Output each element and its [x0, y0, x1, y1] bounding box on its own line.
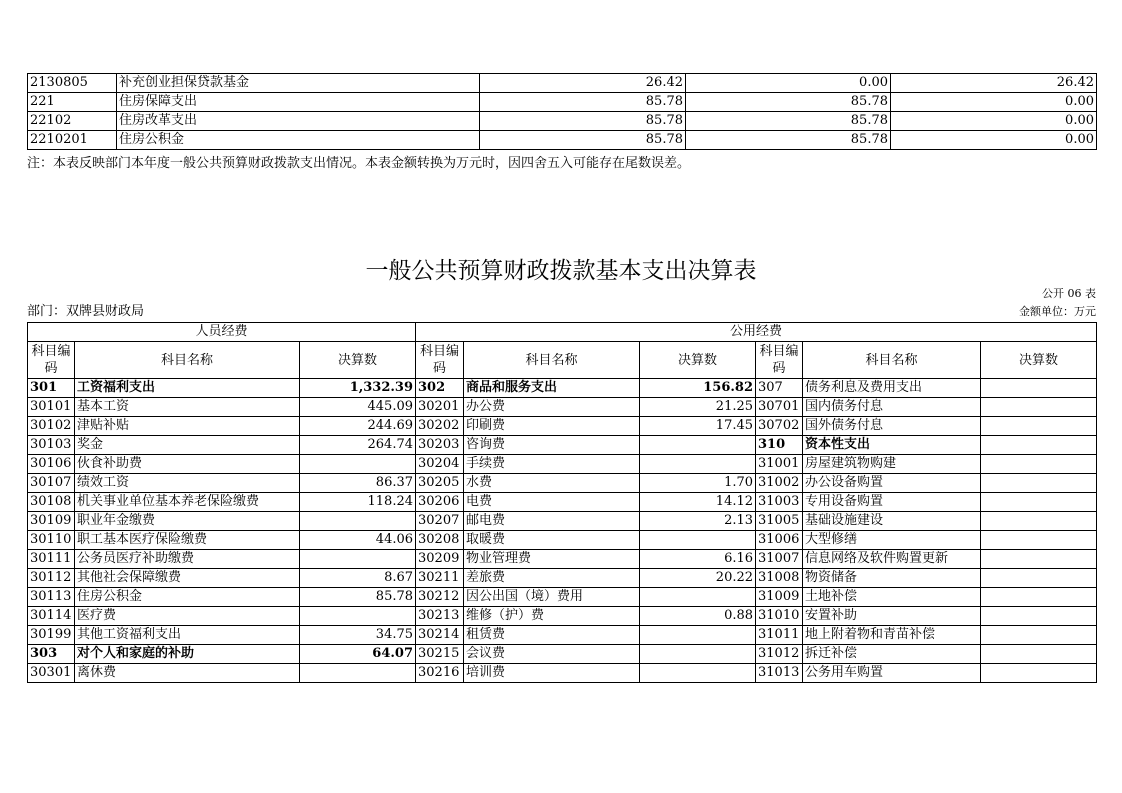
amount-cell [981, 588, 1097, 607]
project-cell: 0.00 [891, 131, 1097, 150]
code-cell: 30199 [28, 626, 75, 645]
amount-cell: 1.70 [640, 474, 756, 493]
table-row [28, 436, 1097, 455]
header-name: 科目名称 [75, 342, 300, 379]
table-row [28, 112, 1097, 131]
code-cell: 221 [28, 93, 117, 112]
name-cell: 安置补助 [803, 607, 981, 626]
table-row [28, 588, 1097, 607]
name-cell: 其他社会保障缴费 [75, 569, 300, 588]
table-row [28, 531, 1097, 550]
project-cell: 0.00 [891, 112, 1097, 131]
code-cell: 30110 [28, 531, 75, 550]
name-cell: 其他工资福利支出 [75, 626, 300, 645]
table-row [28, 626, 1097, 645]
code-cell: 2210201 [28, 131, 117, 150]
name-cell: 基本工资 [75, 398, 300, 417]
name-cell: 咨询费 [464, 436, 640, 455]
amount-cell: 14.12 [640, 493, 756, 512]
code-cell: 30108 [28, 493, 75, 512]
amount-cell [640, 626, 756, 645]
header-name: 科目名称 [464, 342, 640, 379]
code-cell: 30206 [416, 493, 464, 512]
amount-cell [981, 455, 1097, 474]
project-cell: 0.00 [891, 93, 1097, 112]
amount-cell: 445.09 [300, 398, 416, 417]
code-cell: 30204 [416, 455, 464, 474]
amount-cell [300, 455, 416, 474]
amount-cell [981, 550, 1097, 569]
amount-cell [981, 493, 1097, 512]
top-expenditure-table [27, 73, 1097, 150]
name-cell: 信息网络及软件购置更新 [803, 550, 981, 569]
name-cell: 租赁费 [464, 626, 640, 645]
name-cell: 资本性支出 [803, 436, 981, 455]
amount-cell [300, 550, 416, 569]
code-cell: 22102 [28, 112, 117, 131]
total-cell: 85.78 [480, 131, 686, 150]
name-cell: 物资储备 [803, 569, 981, 588]
name-cell: 公务员医疗补助缴费 [75, 550, 300, 569]
name-cell: 伙食补助费 [75, 455, 300, 474]
amount-cell: 156.82 [640, 379, 756, 398]
code-cell: 31002 [756, 474, 803, 493]
amount-cell [300, 607, 416, 626]
name-cell: 医疗费 [75, 607, 300, 626]
code-cell: 31010 [756, 607, 803, 626]
name-cell: 差旅费 [464, 569, 640, 588]
code-cell: 30107 [28, 474, 75, 493]
name-cell: 专用设备购置 [803, 493, 981, 512]
amount-cell: 44.06 [300, 531, 416, 550]
amount-cell [300, 512, 416, 531]
header-code: 科目编码 [416, 342, 464, 379]
table-row [28, 512, 1097, 531]
name-cell: 国外债务付息 [803, 417, 981, 436]
table-row [28, 379, 1097, 398]
amount-cell [640, 645, 756, 664]
code-cell: 30103 [28, 436, 75, 455]
code-cell: 310 [756, 436, 803, 455]
name-cell: 维修（护）费 [464, 607, 640, 626]
name-cell: 债务利息及费用支出 [803, 379, 981, 398]
code-cell: 30215 [416, 645, 464, 664]
name-cell: 国内债务付息 [803, 398, 981, 417]
header-public: 公用经费 [416, 323, 1097, 342]
code-cell: 31001 [756, 455, 803, 474]
code-cell: 30702 [756, 417, 803, 436]
table-row [28, 474, 1097, 493]
code-cell: 31012 [756, 645, 803, 664]
name-cell: 住房公积金 [75, 588, 300, 607]
code-cell: 30207 [416, 512, 464, 531]
code-cell: 303 [28, 645, 75, 664]
table-row [28, 398, 1097, 417]
code-cell: 30112 [28, 569, 75, 588]
amount-cell [981, 569, 1097, 588]
name-cell: 职工基本医疗保险缴费 [75, 531, 300, 550]
name-cell: 职业年金缴费 [75, 512, 300, 531]
code-cell: 307 [756, 379, 803, 398]
name-cell: 培训费 [464, 664, 640, 683]
name-cell: 绩效工资 [75, 474, 300, 493]
name-cell: 土地补偿 [803, 588, 981, 607]
table-row [28, 607, 1097, 626]
amount-cell [640, 531, 756, 550]
code-cell: 30212 [416, 588, 464, 607]
amount-cell [981, 645, 1097, 664]
name-cell: 拆迁补偿 [803, 645, 981, 664]
table-row [28, 493, 1097, 512]
code-cell: 31013 [756, 664, 803, 683]
code-cell: 30111 [28, 550, 75, 569]
total-cell: 26.42 [480, 74, 686, 93]
basic-cell: 85.78 [686, 112, 891, 131]
name-cell: 津贴补贴 [75, 417, 300, 436]
amount-cell [981, 531, 1097, 550]
code-cell: 302 [416, 379, 464, 398]
name-cell: 机关事业单位基本养老保险缴费 [75, 493, 300, 512]
code-cell: 30113 [28, 588, 75, 607]
name-cell: 住房改革支出 [117, 112, 480, 131]
name-cell: 对个人和家庭的补助 [75, 645, 300, 664]
code-cell: 31003 [756, 493, 803, 512]
name-cell: 因公出国（境）费用 [464, 588, 640, 607]
amount-cell: 8.67 [300, 569, 416, 588]
amount-cell [981, 379, 1097, 398]
total-cell: 85.78 [480, 93, 686, 112]
code-cell: 31011 [756, 626, 803, 645]
amount-cell [981, 398, 1097, 417]
amount-cell: 86.37 [300, 474, 416, 493]
code-cell: 30203 [416, 436, 464, 455]
amount-cell: 6.16 [640, 550, 756, 569]
amount-cell: 34.75 [300, 626, 416, 645]
name-cell: 离休费 [75, 664, 300, 683]
table-row [28, 664, 1097, 683]
code-cell: 31008 [756, 569, 803, 588]
code-cell: 30209 [416, 550, 464, 569]
name-cell: 印刷费 [464, 417, 640, 436]
report-number: 公开 06 表 [1042, 287, 1096, 300]
code-cell: 30109 [28, 512, 75, 531]
amount-cell [981, 664, 1097, 683]
name-cell: 补充创业担保贷款基金 [117, 74, 480, 93]
name-cell: 会议费 [464, 645, 640, 664]
amount-cell: 17.45 [640, 417, 756, 436]
amount-cell: 264.74 [300, 436, 416, 455]
code-cell: 30102 [28, 417, 75, 436]
name-cell: 奖金 [75, 436, 300, 455]
amount-cell [981, 512, 1097, 531]
code-cell: 30201 [416, 398, 464, 417]
amount-cell: 1,332.39 [300, 379, 416, 398]
name-cell: 住房保障支出 [117, 93, 480, 112]
name-cell: 电费 [464, 493, 640, 512]
header-personnel: 人员经费 [28, 323, 416, 342]
amount-cell [640, 588, 756, 607]
name-cell: 工资福利支出 [75, 379, 300, 398]
table-row [28, 74, 1097, 93]
basic-expenditure-table [27, 322, 1097, 683]
basic-cell: 85.78 [686, 93, 891, 112]
amount-cell: 21.25 [640, 398, 756, 417]
header-code: 科目编码 [756, 342, 803, 379]
amount-cell [640, 436, 756, 455]
amount-unit-label: 金额单位：万元 [1019, 305, 1096, 318]
table-row [28, 455, 1097, 474]
table-row [28, 131, 1097, 150]
code-cell: 31009 [756, 588, 803, 607]
name-cell: 水费 [464, 474, 640, 493]
code-cell: 30701 [756, 398, 803, 417]
header-amount: 决算数 [981, 342, 1097, 379]
name-cell: 住房公积金 [117, 131, 480, 150]
code-cell: 30114 [28, 607, 75, 626]
header-amount: 决算数 [640, 342, 756, 379]
header-code: 科目编码 [28, 342, 75, 379]
top-table-body [28, 74, 1097, 150]
code-cell: 30205 [416, 474, 464, 493]
code-cell: 30216 [416, 664, 464, 683]
name-cell: 邮电费 [464, 512, 640, 531]
code-cell: 30101 [28, 398, 75, 417]
code-cell: 30214 [416, 626, 464, 645]
table-row [28, 569, 1097, 588]
header-amount: 决算数 [300, 342, 416, 379]
amount-cell [981, 474, 1097, 493]
table-row [28, 93, 1097, 112]
header-name: 科目名称 [803, 342, 981, 379]
amount-cell: 2.13 [640, 512, 756, 531]
name-cell: 公务用车购置 [803, 664, 981, 683]
amount-cell: 244.69 [300, 417, 416, 436]
name-cell: 基础设施建设 [803, 512, 981, 531]
basic-cell: 85.78 [686, 131, 891, 150]
amount-cell: 118.24 [300, 493, 416, 512]
code-cell: 30211 [416, 569, 464, 588]
total-cell: 85.78 [480, 112, 686, 131]
amount-cell [981, 626, 1097, 645]
code-cell: 30213 [416, 607, 464, 626]
department-label: 部门：双牌县财政局 [27, 304, 145, 319]
code-cell: 30202 [416, 417, 464, 436]
amount-cell [981, 436, 1097, 455]
code-cell: 301 [28, 379, 75, 398]
table-row [28, 417, 1097, 436]
amount-cell: 64.07 [300, 645, 416, 664]
amount-cell [981, 607, 1097, 626]
table-note: 注：本表反映部门本年度一般公共预算财政拨款支出情况。本表金额转换为万元时，因四舍五入可能存在尾数误差。 [27, 156, 691, 171]
name-cell: 办公设备购置 [803, 474, 981, 493]
amount-cell [640, 664, 756, 683]
name-cell: 房屋建筑物购建 [803, 455, 981, 474]
table-row [28, 550, 1097, 569]
code-cell: 30208 [416, 531, 464, 550]
page-title: 一般公共预算财政拨款基本支出决算表 [365, 258, 757, 284]
code-cell: 30301 [28, 664, 75, 683]
name-cell: 手续费 [464, 455, 640, 474]
amount-cell [981, 417, 1097, 436]
amount-cell [640, 455, 756, 474]
main-table-body [28, 379, 1097, 683]
name-cell: 商品和服务支出 [464, 379, 640, 398]
code-cell: 2130805 [28, 74, 117, 93]
amount-cell: 85.78 [300, 588, 416, 607]
amount-cell [300, 664, 416, 683]
code-cell: 31006 [756, 531, 803, 550]
name-cell: 物业管理费 [464, 550, 640, 569]
code-cell: 31007 [756, 550, 803, 569]
basic-cell: 0.00 [686, 74, 891, 93]
name-cell: 办公费 [464, 398, 640, 417]
project-cell: 26.42 [891, 74, 1097, 93]
amount-cell: 20.22 [640, 569, 756, 588]
amount-cell: 0.88 [640, 607, 756, 626]
table-row [28, 645, 1097, 664]
name-cell: 大型修缮 [803, 531, 981, 550]
name-cell: 取暖费 [464, 531, 640, 550]
code-cell: 31005 [756, 512, 803, 531]
name-cell: 地上附着物和青苗补偿 [803, 626, 981, 645]
code-cell: 30106 [28, 455, 75, 474]
